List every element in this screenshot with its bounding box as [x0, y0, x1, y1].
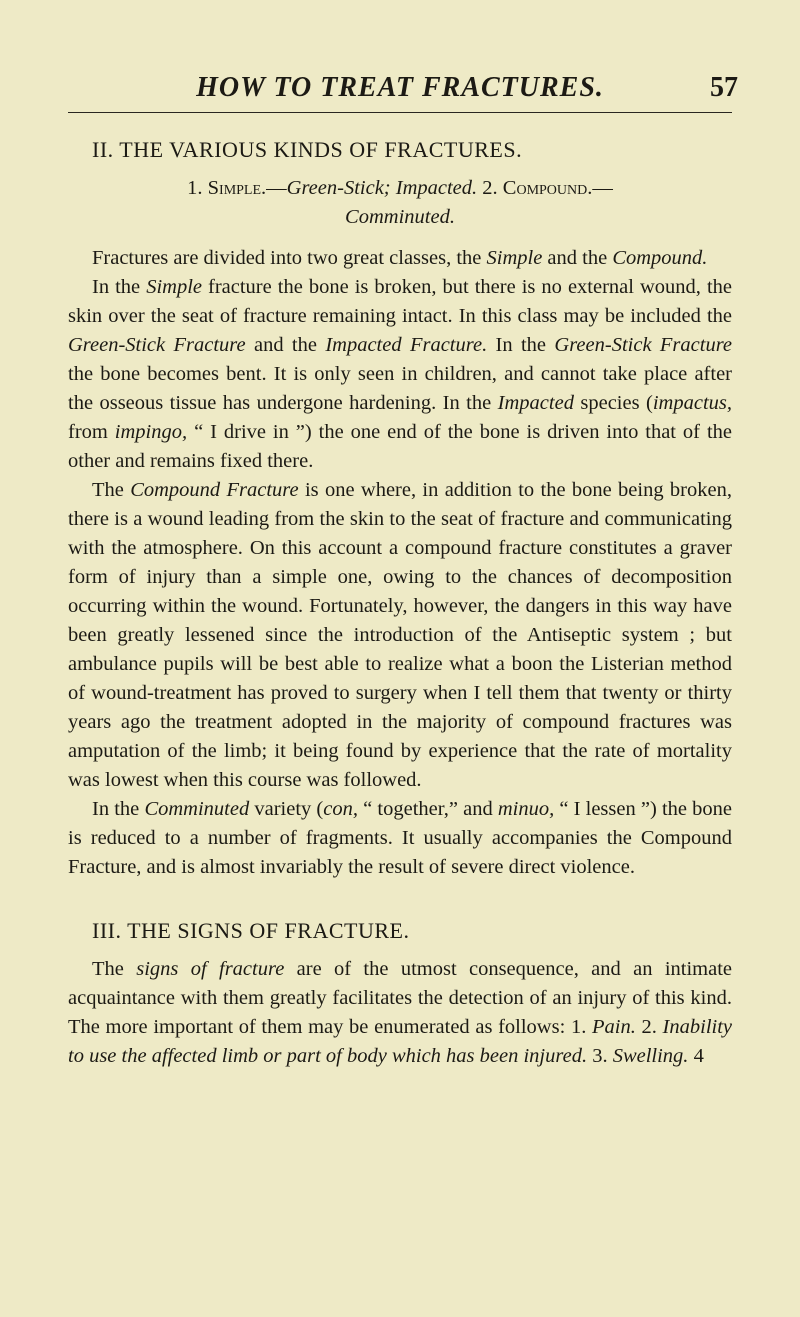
italic-term: signs of fracture [136, 958, 285, 980]
text-run: species ( [573, 392, 653, 414]
italic-term: Compound. [612, 247, 708, 269]
text-run: In the [92, 276, 147, 298]
italic-term: Green-Stick Fracture [68, 334, 246, 356]
italic-term: con, [323, 798, 358, 820]
italic-term: Green-Stick Fracture [554, 334, 733, 356]
italic-term: Inability to use the affected limb or part of body which has been injured. [68, 1016, 733, 1067]
italic-term: Pain. [591, 1016, 636, 1038]
section-heading-kinds: II. THE VARIOUS KINDS OF FRACTURES. [92, 137, 523, 162]
text-run: variety ( [249, 798, 324, 820]
text-run: “ I drive in ”) the one end of the bone is driven into that of the other and remains fixed there. [68, 421, 732, 472]
subhead-number-2: 2. [482, 177, 498, 199]
paragraph-simple-fracture [68, 273, 732, 476]
text-run: 3. [587, 1045, 613, 1067]
subhead-simple-kinds: Green-Stick; Impacted. [286, 177, 478, 199]
text-run: Fractures are divided into two great classes, the [92, 247, 487, 269]
italic-term: Swelling. [612, 1045, 689, 1067]
header-rule [68, 112, 732, 113]
text-run: “ I lessen ”) the bone is reduced to a number of fragments. It usually accompanies the Compound Fracture, and is almost invariably the result of severe direct violence. [68, 798, 732, 878]
text-run: 2. [635, 1016, 663, 1038]
text-run: 4 [688, 1045, 704, 1067]
text-run: fracture the bone is broken, but there is no external wound, the skin over the seat of fracture remaining intact. In this class may be included the [68, 276, 732, 327]
subhead-compound: Compound. [502, 177, 593, 199]
section-heading-signs: III. THE SIGNS OF FRACTURE. [92, 918, 410, 943]
section-subheading-kinds [68, 174, 732, 232]
subhead-compound-kinds: Comminuted. [345, 206, 455, 228]
paragraph-classes [68, 244, 732, 273]
text-run: In the [92, 798, 145, 820]
italic-term: Simple [486, 247, 543, 269]
italic-term: impactus, [652, 392, 732, 414]
italic-term: Impacted [497, 392, 574, 414]
text-run: The [92, 958, 137, 980]
paragraph-compound-fracture [68, 476, 732, 795]
text-run: are of the utmost consequence, and an intimate acquaintance with them greatly facilitates the detection of an injury of this kind. The more important of them may be enumerated as follows: 1. [68, 958, 732, 1038]
text-run: In the [487, 334, 555, 356]
text-run: the bone becomes bent. It is only seen in children, and cannot take place after the osseous tissue has undergone hardening. In the [68, 363, 732, 414]
italic-term: impingo, [114, 421, 188, 443]
subhead-simple: Simple. [207, 177, 267, 199]
page-number: 57 [710, 72, 738, 103]
running-title: HOW TO TREAT FRACTURES. [196, 72, 604, 103]
italic-term: minuo, [497, 798, 555, 820]
text-run: is one where, in addition to the bone being broken, there is a wound leading from the skin to the seat of fracture and communicating with the atmosphere. On this account a compound fracture constitutes a graver form of injury than a simple one, owing to the chances of decomposition occurring within the wound. Fortunately, however, the dangers in this way have been greatly lessened since the introduction of the Antiseptic system ; but ambulance pupils will be best able to realize what a boon the Listerian method of wound-treatment has proved to surgery when I tell them that twenty or thirty years ago the treatment adopted in the majority of compound fractures was amputation of the limb; it being found by experience that the rate of mortality was lowest when this course was followed. [68, 479, 732, 791]
subhead-number-1: 1. [187, 177, 203, 199]
italic-term: Simple [146, 276, 202, 298]
paragraph-signs-of-fracture [68, 955, 732, 1071]
italic-term: Impacted Fracture. [325, 334, 488, 356]
section-gap [68, 882, 732, 916]
text-run: The [92, 479, 131, 501]
subhead-dash: — [266, 177, 287, 199]
italic-term: Compound Fracture [130, 479, 299, 501]
italic-term: Comminuted [144, 798, 250, 820]
running-header [68, 72, 738, 112]
paragraph-comminuted-fracture [68, 795, 732, 882]
subhead-dash: — [592, 177, 613, 199]
text-run: from [68, 421, 115, 443]
text-run: and the [542, 247, 613, 269]
body-text [68, 135, 732, 1071]
text-run: and the [245, 334, 326, 356]
text-run: “ together,” and [358, 798, 498, 820]
